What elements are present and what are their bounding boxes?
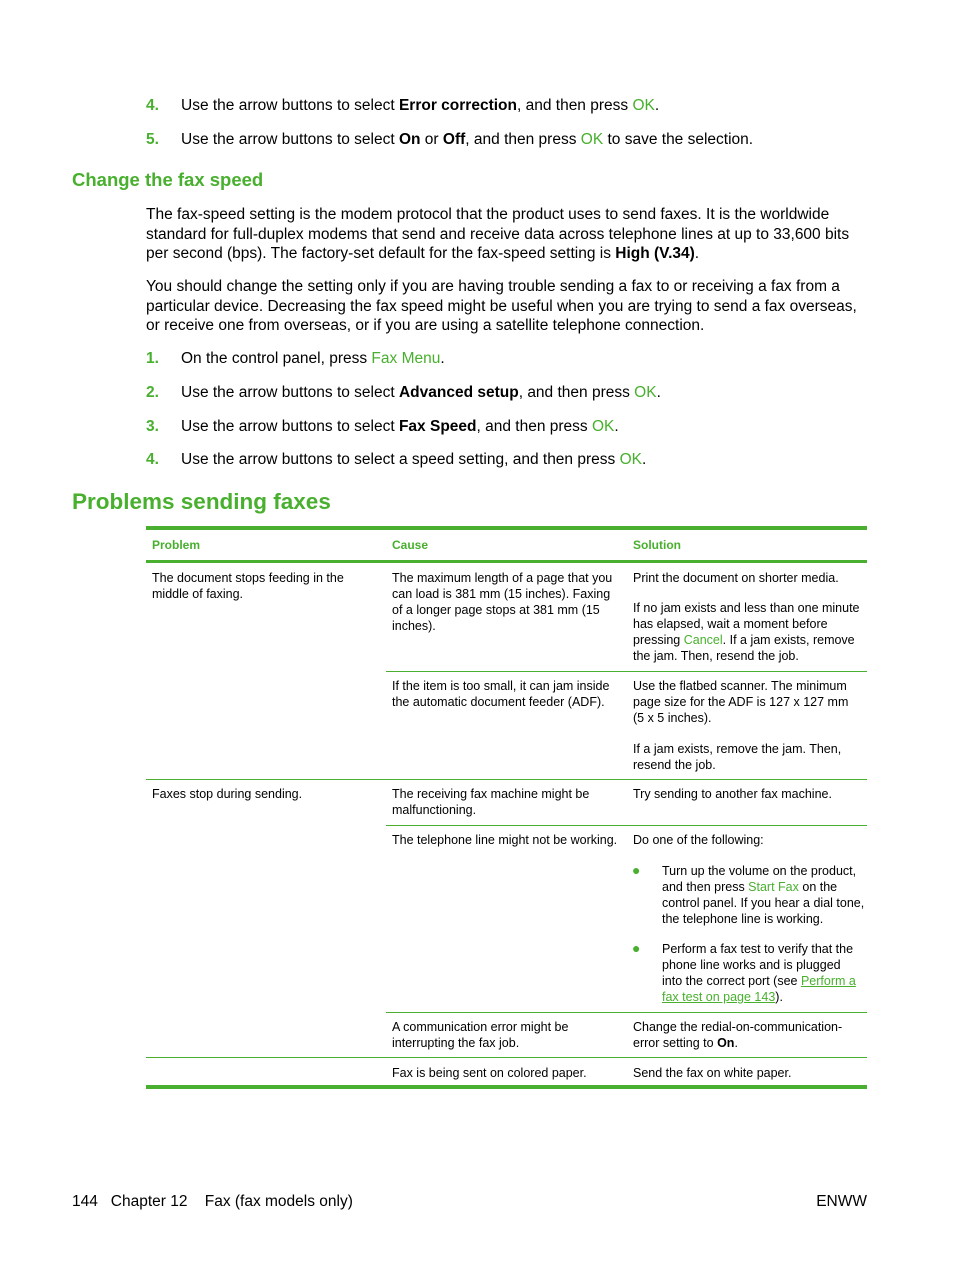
cell-solution-white-paper: Send the fax on white paper. xyxy=(633,1066,792,1080)
chapter-title: Fax (fax models only) xyxy=(204,1193,353,1210)
fax-test-link[interactable]: Perform a xyxy=(800,974,856,989)
cell-cause-communication-error: A communication error might be interrupting the fax job. xyxy=(392,1020,569,1051)
footer-right: ENWW xyxy=(816,1193,867,1210)
menu-option: Fax Speed xyxy=(398,418,477,435)
step-number: 2. xyxy=(146,384,159,401)
cancel-key: Cancel xyxy=(683,633,723,648)
cell-cause-max-length: The maximum length of a page that you can load is 381 mm (15 inches). Faxing of a longer page stops at 381 mm (15 inches). xyxy=(392,571,613,634)
menu-option: Off xyxy=(442,131,466,148)
row-divider xyxy=(386,671,867,672)
table-header-rule xyxy=(146,560,867,563)
cell-solution-bullet-fax-test: Perform a fax test to verify that the phone line works and is plugged into the correct port (see Perform a fax test on page 143). xyxy=(662,942,856,1005)
menu-option: On xyxy=(398,131,421,148)
table-bottom-rule xyxy=(146,1085,867,1089)
step-number: 4. xyxy=(146,97,159,114)
step-number: 3. xyxy=(146,418,159,435)
step-number: 1. xyxy=(146,350,159,367)
cell-solution-flatbed: Use the flatbed scanner. The minimum page size for the ADF is 127 x 127 mm (5 x 5 inches). xyxy=(633,679,849,726)
bullet-icon: ● xyxy=(632,862,641,878)
cell-cause-colored-paper: Fax is being sent on colored paper. xyxy=(392,1066,587,1080)
ok-key: OK xyxy=(619,451,642,468)
step-number: 4. xyxy=(146,451,159,468)
row-divider xyxy=(146,1057,867,1058)
bullet-icon: ● xyxy=(632,940,641,956)
cell-cause-receiving-machine: The receiving fax machine might be malfunctioning. xyxy=(392,787,590,818)
header-cause: Cause xyxy=(392,538,429,552)
table-top-rule xyxy=(146,526,867,530)
row-divider xyxy=(386,825,867,826)
menu-option: Advanced setup xyxy=(398,384,519,401)
page-number: 144 xyxy=(72,1193,98,1210)
cell-solution-redial-setting: Change the redial-on-communication- error setting to On. xyxy=(633,1020,843,1051)
row-divider xyxy=(386,1012,867,1013)
header-solution: Solution xyxy=(633,538,681,552)
cell-solution-intro: Do one of the following: xyxy=(633,833,764,847)
cell-cause-telephone-line: The telephone line might not be working. xyxy=(392,833,618,847)
cell-solution-bullet-volume: Turn up the volume on the product, and then press Start Fax on the control panel. If you hear a dial tone, the telephone line is working. xyxy=(662,864,865,927)
chapter-label: Chapter 12 xyxy=(110,1193,188,1210)
ok-key: OK xyxy=(580,131,604,148)
cell-problem-faxes-stop: Faxes stop during sending. xyxy=(152,787,303,801)
cell-solution-shorter-media: Print the document on shorter media. xyxy=(633,571,839,585)
menu-option: Error correction xyxy=(398,97,517,114)
ok-key: OK xyxy=(591,418,615,435)
fax-menu-key: Fax Menu xyxy=(371,350,441,367)
footer-left xyxy=(72,1193,353,1211)
page-heading: Problems sending faxes xyxy=(72,489,331,514)
fax-test-link[interactable]: fax test on page 143 xyxy=(662,990,776,1005)
ok-key: OK xyxy=(634,384,657,401)
header-problem: Problem xyxy=(152,538,201,552)
cell-solution-remove-jam: If a jam exists, remove the jam. Then, resend the job. xyxy=(633,742,842,773)
cell-problem-stops-feeding: The document stops feeding in the middle of faxing. xyxy=(152,571,344,602)
start-fax-key: Start Fax xyxy=(748,880,799,895)
cell-solution-another-machine: Try sending to another fax machine. xyxy=(633,787,832,801)
section-heading: Change the fax speed xyxy=(72,169,264,190)
step-number: 5. xyxy=(146,131,159,148)
paragraph-fax-speed-advice: You should change the setting only if you are having trouble sending a fax to or receiving a fax from a particular device. Decreasing the fax speed might be useful when you are trying to send a fax overseas, or receive one from overseas, or if you are using a satellite telephone connection. xyxy=(146,278,857,334)
paragraph-fax-speed-intro: The fax-speed setting is the modem protocol that the product uses to send faxes. It is the worldwide standard for full-duplex modems that send and receive data across telephone lines at up to 33,600 bits per second (bps). The factory-set default for the fax-speed setting is High (V.34). xyxy=(146,206,850,262)
ok-key: OK xyxy=(632,97,655,114)
cell-cause-item-too-small: If the item is too small, it can jam inside the automatic document feeder (ADF). xyxy=(392,679,610,710)
row-divider xyxy=(146,779,867,780)
cell-solution-cancel: If no jam exists and less than one minute has elapsed, wait a moment before pressing Cancel. If a jam exists, remove the jam. Then, resend the job. xyxy=(633,601,860,664)
